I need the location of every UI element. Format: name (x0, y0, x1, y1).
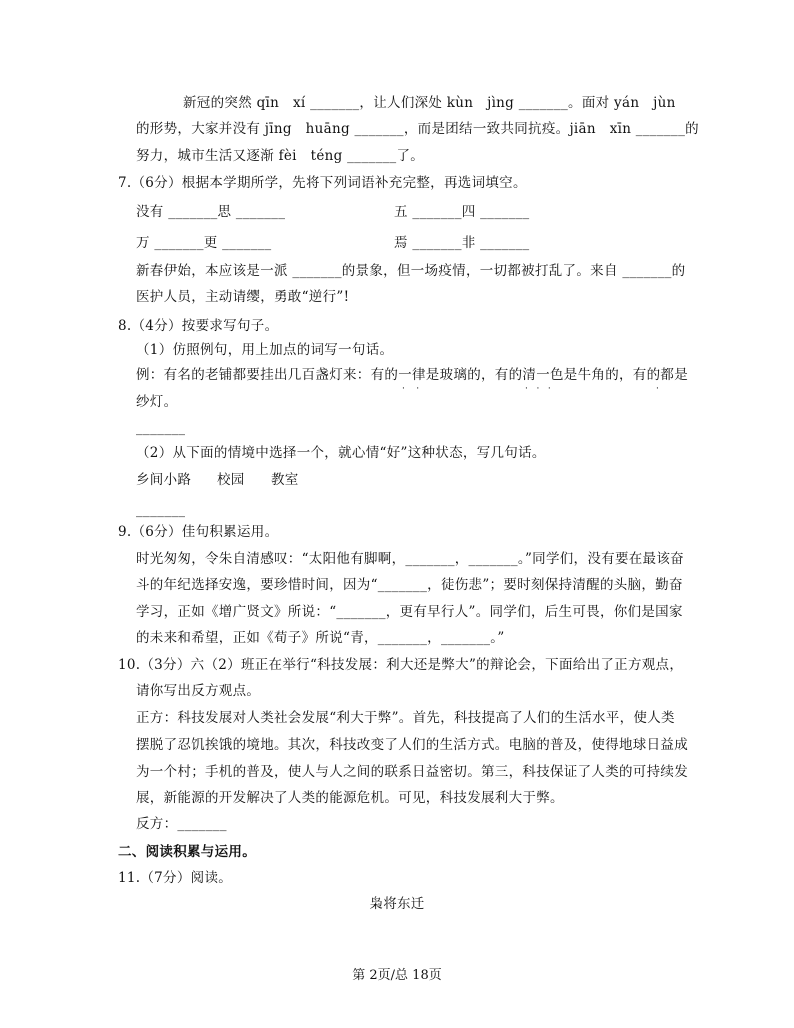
passage-title: 枭将东迁 (369, 896, 425, 912)
q9-line-4: 的未来和希望，正如《荀子》所说“青，_______，_______。” (136, 630, 505, 646)
q7-idiom-4: 焉 _______非 _______ (394, 235, 530, 251)
q8-blank-2: _______ (136, 502, 186, 518)
q9-line-3: 学习，正如《增广贤文》所说：“_______，更有早行人”。同学们，后生可畏，你们是国家 (136, 604, 683, 620)
section-heading: 二、阅读积累与运用。 (118, 844, 256, 860)
q10-title-line-1: 10.（3分）六（2）班正在举行“科技发展：利大还是弊大”的辩论会，下面给出了正方观点， (118, 657, 684, 673)
q8-blank-1: _______ (136, 420, 186, 436)
q8-sub1: （1）仿照例句，用上加点的词写一句话。 (136, 342, 394, 358)
q6-line-2: 的形势，大家并没有 jīng huāng _______，而是团结一致共同抗疫。jiān xīn _______的 (136, 121, 699, 137)
q8-example-line-2: 纱灯。 (136, 394, 178, 410)
q10-con: 反方：_______ (136, 816, 227, 832)
q10-pro-line-2: 摆脱了忍饥挨饿的境地。其次，科技改变了人们的生活方式。电脑的普及，使得地球日益成 (136, 737, 688, 753)
q10-pro-line-3: 为一个村；手机的普及，使人与人之间的联系日益密切。第三，科技保证了人类的可持续发 (136, 764, 688, 780)
q7-idiom-3: 万 _______更 _______ (136, 235, 272, 251)
q7-title: 7.（6分）根据本学期所学，先将下列词语补充完整，再选词填空。 (118, 175, 527, 191)
page-footer: 第 2页/总 18页 (352, 968, 442, 983)
emphasis-dots-1: · · (402, 384, 420, 394)
q8-example-line-1: 例：有名的老铺都要挂出几百盏灯来：有的一律是玻璃的，有的清一色是牛角的，有的都是 (136, 367, 688, 383)
q10-pro-line-4: 展，新能源的开发解决了人类的能源危机。可见，科技发展利大于弊。 (136, 790, 564, 806)
q9-line-1: 时光匆匆，令朱自清感叹：“太阳他有脚啊，_______，_______。”同学们，没有要在最该奋 (136, 551, 684, 567)
q7-para-line-2: 医护人员，主动请缨，勇敢“逆行”! (136, 289, 350, 305)
q7-idiom-2: 五 _______四 _______ (394, 204, 530, 220)
q9-line-2: 斗的年纪选择安逸，要珍惜时间，因为“_______，徒伤悲”；要时刻保持清醒的头脑，勤奋 (136, 577, 683, 593)
q8-option-2: 校园 (217, 472, 245, 488)
q9-title: 9.（6分）佳句积累运用。 (118, 524, 279, 540)
q6-line-1: 新冠的突然 qīn xí _______，让人们深处 kùn jìng _______。面对 yán jùn (183, 95, 676, 111)
emphasis-dots-2: · · · (525, 384, 551, 394)
q8-option-1: 乡间小路 (136, 472, 192, 488)
q11-title: 11.（7分）阅读。 (118, 870, 233, 886)
emphasis-dots-3: · (656, 384, 659, 394)
q7-idiom-1: 没有 _______思 _______ (136, 204, 286, 220)
q6-line-3: 努力，城市生活又逐渐 fèi téng _______了。 (136, 148, 425, 164)
q8-sub2: （2）从下面的情境中选择一个，就心情“好”这种状态，写几句话。 (136, 445, 546, 461)
q10-pro-line-1: 正方：科技发展对人类社会发展“利大于弊”。首先，科技提高了人们的生活水平，使人类 (136, 710, 675, 726)
q8-title: 8.（4分）按要求写句子。 (118, 318, 279, 334)
q8-option-3: 教室 (271, 472, 299, 488)
q7-para-line-1: 新春伊始，本应该是一派 _______的景象，但一场疫情，一切都被打乱了。来自 _______的 (136, 263, 686, 279)
q10-title-line-2: 请你写出反方观点。 (136, 683, 261, 699)
